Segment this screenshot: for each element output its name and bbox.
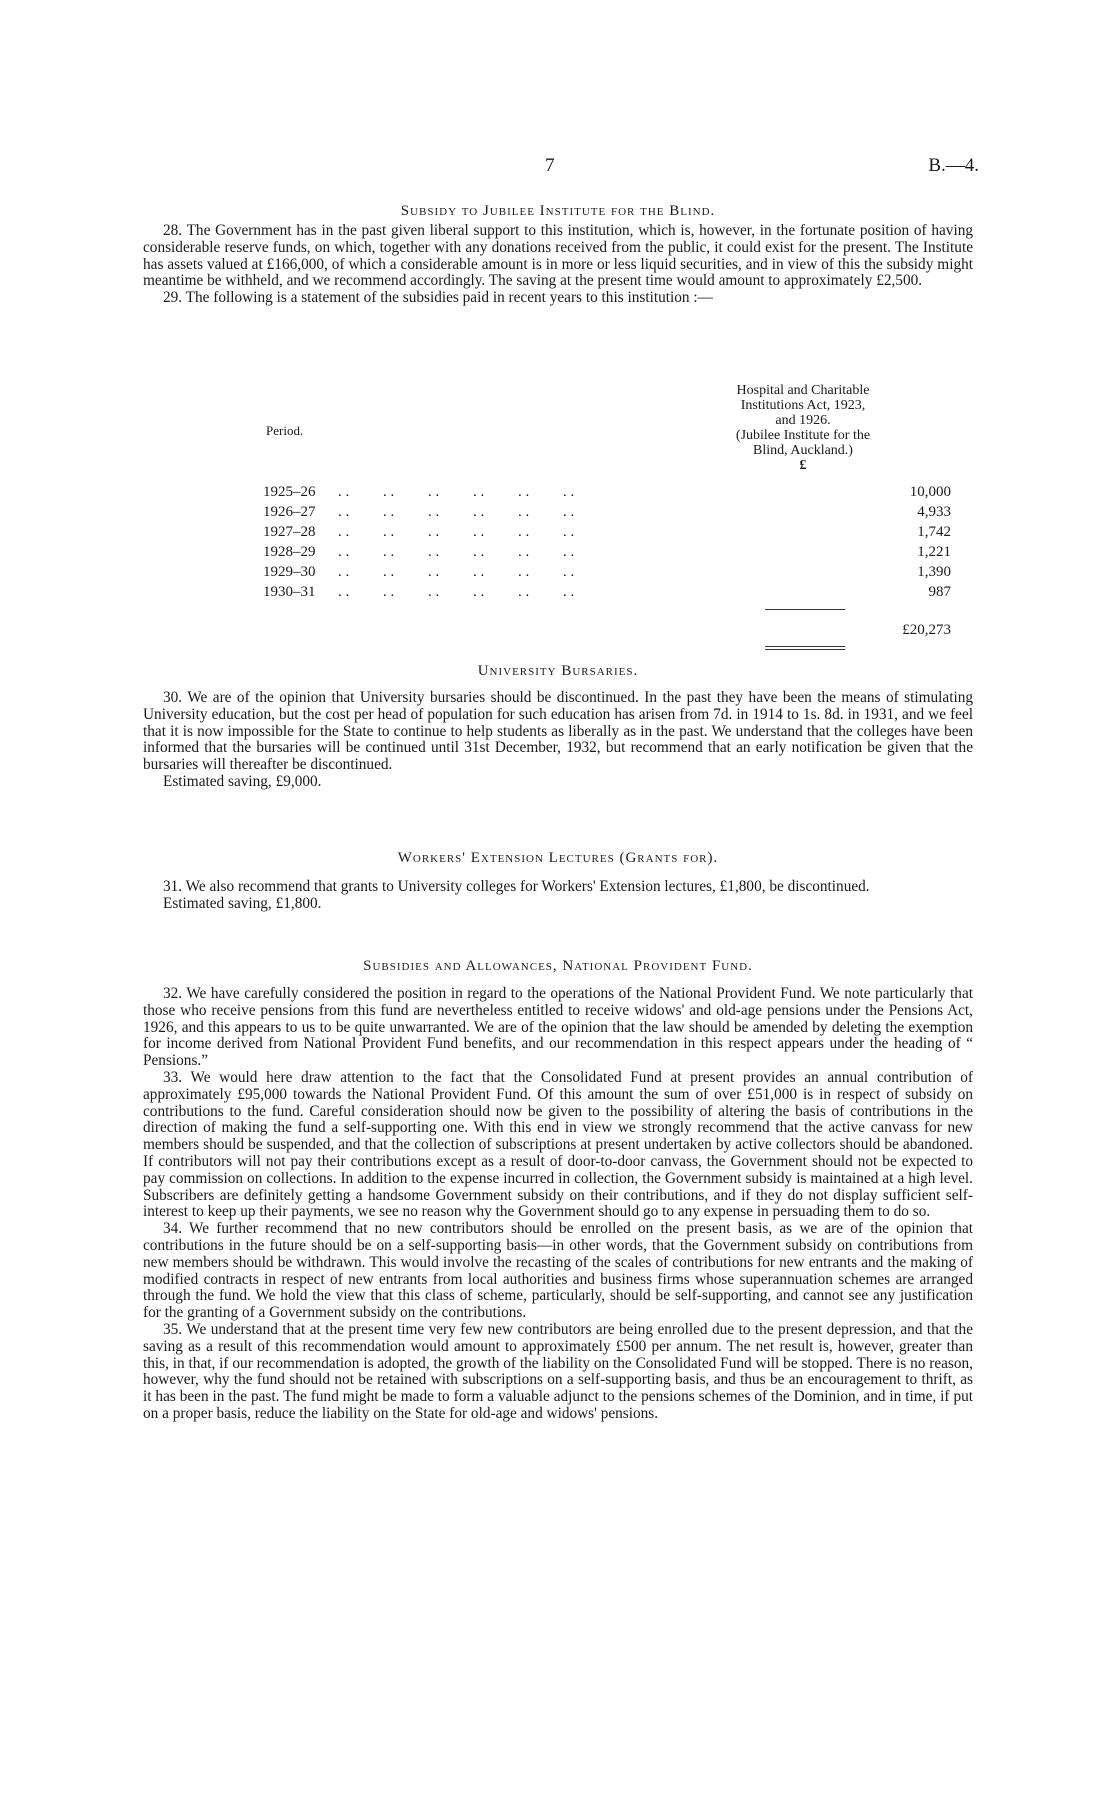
table-total-row (263, 622, 963, 642)
estimated-saving-workers: Estimated saving, £1,800. (163, 894, 322, 912)
row-value: 1,390 (917, 564, 951, 580)
estimated-saving-bursaries: Estimated saving, £9,000. (163, 772, 322, 790)
paragraph-34: 34. We further recommend that no new contributors should be enrolled on the present basis, as we are of the opinion that contributions in the future should be on a self-supporting basis—in other words, that the Government subsidy on contributions from new members should be withdrawn. This would involve the recasting of the scales of contributions for new entrants and the making of modified contracts in respect of new entrants from local authorities and business firms whose superannuation schemes are arranged through the fund. We hold the view that this class of scheme, particularly, should be self-supporting, and cannot see any justification for the granting of a Government subsidy on the contributions. (143, 1220, 973, 1322)
table-row: 1930–31 . . . . . . . . . . . . 987 (263, 584, 951, 600)
subsidy-table (143, 383, 973, 663)
paragraph-28: 28. The Government has in the past given liberal support to this institution, which is, however, in the fortunate position of having considerable reserve funds, on which, together with any donations received from the public, it could exist for the present. The Institute has assets valued at £166,000, of which a considerable amount is in more or less liquid securities, and in view of this the subsidy might meantime be withheld, and we recommend accordingly. The saving at the present time would amount to approximately £2,500. (143, 222, 973, 290)
row-value: 1,221 (917, 544, 951, 560)
row-period: 1926–27 (263, 504, 316, 520)
row-period: 1925–26 (263, 484, 316, 500)
table-column-header: Hospital and Charitable Institutions Act, 1923, and 1926. (Jubilee Institute for the Blind, Auckland.) £ (735, 383, 871, 473)
row-period: 1929–30 (263, 564, 316, 580)
total-rule-bottom (765, 646, 845, 647)
table-period-header: Period. (266, 423, 304, 438)
row-value: 1,742 (917, 524, 951, 540)
paragraph-35: 35. We understand that at the present time very few new contributors are being enrolled due to the present depression, and that the saving as a result of this recommendation would amount to approximately £500 per annum. The net result is, however, greater than this, in that, if our recommendation is adopted, the growth of the liability on the Consolidated Fund will be stopped. There is no reason, however, why the fund should not be retained with subscriptions on a self-supporting basis, and thus be an encouragement to thrift, as it has been in the past. The fund might be made to form a valuable adjunct to the pensions schemes of the Dominion, and in time, if put on a proper basis, reduce the liability on the State for old-age and widows' pensions. (143, 1320, 973, 1422)
section-heading-bursaries: University Bursaries. (477, 663, 639, 679)
total-rule-double (765, 649, 845, 650)
paragraph-30: 30. We are of the opinion that University bursaries should be discontinued. In the past they have been the means of stimulating University education, but the cost per head of population for such education has arisen from 7d. in 1914 to 1s. 8d. in 1931, and we feel that it is now impossible for the State to continue to help students as liberally as in the past. We understand that the colleges have been informed that the bursaries will be continued until 31st December, 1932, but recommend that an early notification be given that the bursaries will thereafter be discontinued. (143, 689, 973, 774)
paragraph-32: 32. We have carefully considered the position in regard to the operations of the National Provident Fund. We note particularly that those who receive pensions from this fund are nevertheless entitled to receive widows' and old-age pensions under the Pensions Act, 1926, and this appears to us to be quite unwarranted. We are of the opinion that the law should be amended by deleting the exemption for income derived from National Provident Fund benefits, and our recommendation in this respect appears under the heading of “ Pensions.” (143, 985, 973, 1070)
table-row: 1927–28 . . . . . . . . . . . . 1,742 (263, 524, 951, 540)
section-workers (143, 850, 973, 913)
section-npf (143, 958, 973, 1423)
table-row: 1929–30 . . . . . . . . . . . . 1,390 (263, 564, 951, 580)
paragraph-29: 29. The following is a statement of the subsidies paid in recent years to this institution :— (163, 289, 713, 307)
section-heading-workers: Workers' Extension Lectures (Grants for). (397, 850, 719, 866)
section-blind (143, 203, 973, 307)
row-period: 1930–31 (263, 584, 316, 600)
paragraph-33: 33. We would here draw attention to the fact that the Consolidated Fund at present provides an annual contribution of approximately £95,000 towards the National Provident Fund. Of this amount the sum of over £51,000 is in respect of subsidy on contributions to the fund. Careful consideration should now be given to the possibility of altering the basis of contributions in the direction of making the fund a self-supporting one. With this end in view we strongly recommend that the active canvass for new members should be suspended, and that the collection of subscriptions at present undertaken by active collectors should be abandoned. If contributors will not pay their contributions except as a result of door-to-door canvass, the Government should not be expected to pay commission on collections. In addition to the expense incurred in collection, the Government subsidy is maintained at a high level. Subscribers are definitely getting a handsome Government subsidy on their contributions, and if they do not display sufficient self-interest to keep up their payments, we see no reason why the Government should go to any expense in persuading them to do so. (143, 1068, 973, 1221)
total-rule-top (765, 609, 845, 610)
table-row: 1925–26 . . . . . . . . . . . . 10,000 (263, 484, 951, 500)
row-period: 1928–29 (263, 544, 316, 560)
section-heading-npf: Subsidies and Allowances, National Provident Fund. (363, 958, 753, 974)
table-row: 1928–29 . . . . . . . . . . . . 1,221 (263, 544, 951, 560)
paragraph-31: 31. We also recommend that grants to University colleges for Workers' Extension lectures, £1,800, be discontinued. (163, 878, 870, 895)
row-period: 1927–28 (263, 524, 316, 540)
row-value: 4,933 (917, 504, 951, 520)
row-value: 10,000 (909, 484, 951, 500)
table-total: £20,273 (902, 622, 951, 638)
row-value: 987 (928, 584, 951, 600)
section-bursaries (143, 663, 973, 791)
page-number: 7 (545, 155, 555, 176)
document-reference: B.—4. (928, 155, 979, 176)
section-heading-blind: Subsidy to Jubilee Institute for the Blind. (400, 203, 716, 219)
table-row: 1926–27 . . . . . . . . . . . . 4,933 (263, 504, 951, 520)
